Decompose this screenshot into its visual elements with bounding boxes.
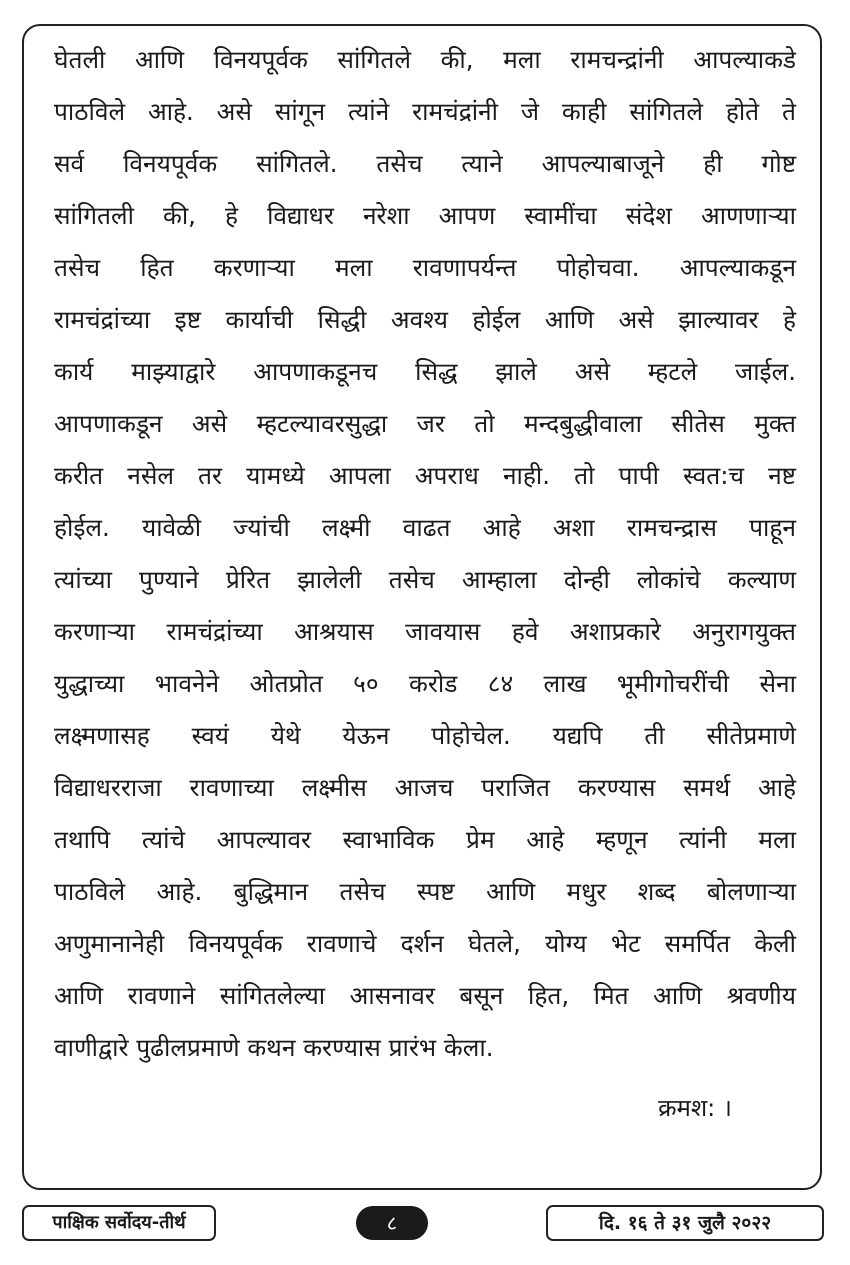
text-line: करीत नसेल तर यामध्ये आपला अपराध नाही. तो पापी स्वत:च नष्ट [54,461,796,490]
text-line: त्यांच्या पुण्याने प्रेरित झालेली तसेच आम्हाला दोन्ही लोकांचे कल्याण [54,565,796,594]
text-line: आपणाकडून असे म्हटल्यावरसुद्धा जर तो मन्दबुद्धीवाला सीतेस मुक्त [54,409,796,438]
text-line: घेतली आणि विनयपूर्वक सांगितले की, मला रामचन्द्रांनी आपल्याकडे [54,45,796,74]
body-text [54,34,796,1074]
page-number: ८ [356,1206,428,1240]
text-line: लक्ष्मणासह स्वयं येथे येऊन पोहोचेल. यद्यपि ती सीतेप्रमाणे [54,721,796,750]
issue-date: दि. १६ ते ३१ जुलै २०२२ [546,1205,824,1241]
text-line: तसेच हित करणाऱ्या मला रावणापर्यन्त पोहोचवा. आपल्याकडून [54,253,796,282]
text-line: होईल. यावेळी ज्यांची लक्ष्मी वाढत आहे अशा रामचन्द्रास पाहून [54,513,796,542]
text-line: पाठविले आहे. असे सांगून त्यांने रामचंद्रांनी जे काही सांगितले होते ते [54,97,796,126]
text-line: विद्याधरराजा रावणाच्या लक्ष्मीस आजच पराजित करण्यास समर्थ आहे [54,773,796,802]
text-line-last: वाणीद्वारे पुढीलप्रमाणे कथन करण्यास प्रारंभ केला. [54,1033,494,1062]
text-line: सांगितली की, हे विद्याधर नरेशा आपण स्वामींचा संदेश आणणाऱ्या [54,201,796,230]
text-line: सर्व विनयपूर्वक सांगितले. तसेच त्याने आपल्याबाजूने ही गोष्ट [54,149,796,178]
text-line: अणुमानानेही विनयपूर्वक रावणाचे दर्शन घेतले, योग्य भेट समर्पित केली [54,929,796,958]
text-line: रामचंद्रांच्या इष्ट कार्याची सिद्धी अवश्य होईल आणि असे झाल्यावर हे [54,305,796,334]
text-line: आणि रावणाने सांगितलेल्या आसनावर बसून हित, मित आणि श्रवणीय [54,981,796,1010]
text-line: तथापि त्यांचे आपल्यावर स्वाभाविक प्रेम आहे म्हणून त्यांनी मला [54,825,796,854]
text-line: कार्य माझ्याद्वारे आपणाकडूनच सिद्ध झाले असे म्हटले जाईल. [54,357,796,386]
publication-name: पाक्षिक सर्वोदय-तीर्थ [22,1205,216,1241]
text-line: करणाऱ्या रामचंद्रांच्या आश्रयास जावयास हवे अशाप्रकारे अनुरागयुक्त [54,617,796,646]
continued-marker: क्रमश: । [658,1094,732,1122]
text-line: पाठविले आहे. बुद्धिमान तसेच स्पष्ट आणि मधुर शब्द बोलणाऱ्या [54,877,796,906]
text-line: युद्धाच्या भावनेने ओतप्रोत ५० करोड ८४ लाख भूमीगोचरींची सेना [54,669,796,698]
